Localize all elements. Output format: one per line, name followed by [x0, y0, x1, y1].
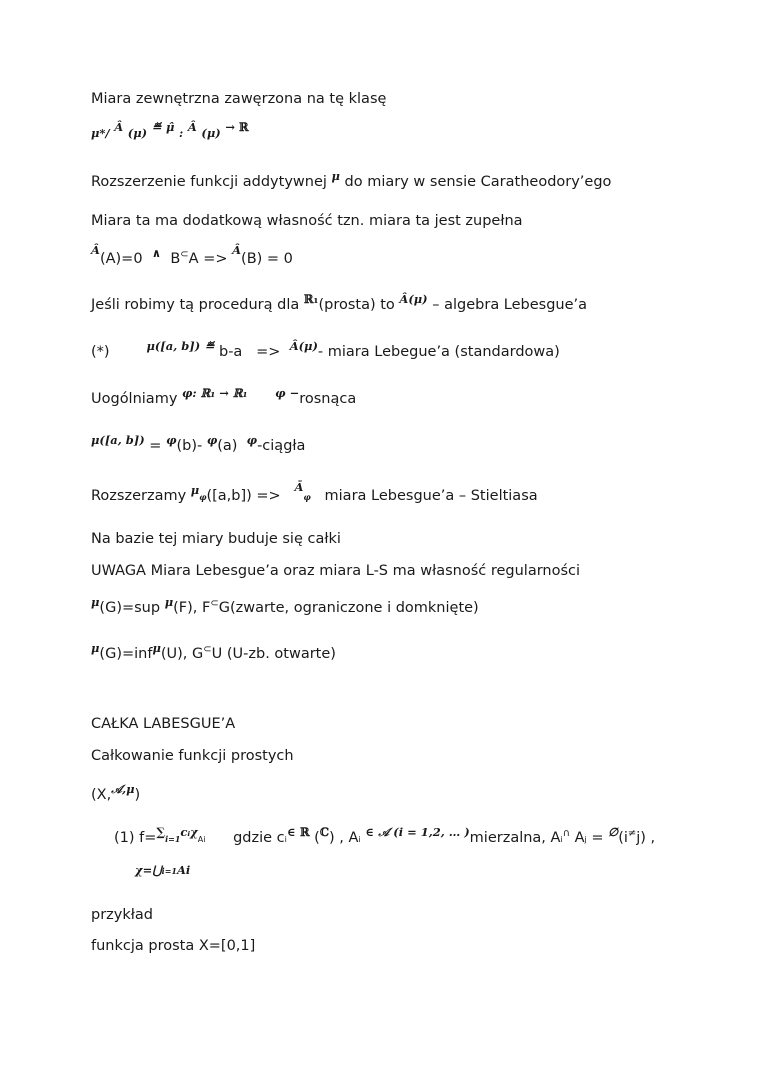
text-where: gdzie c: [233, 830, 285, 846]
text-b-zero: (B) = 0: [241, 251, 293, 267]
text-example: przykład: [91, 907, 153, 923]
ai-subscript: Ai: [197, 835, 206, 844]
line-simple-function-def: [114, 825, 656, 849]
phi-subscript-2: φ: [303, 492, 311, 502]
text-aj: A: [574, 830, 585, 846]
text-close-paren: ): [134, 787, 141, 803]
text-b: B: [170, 251, 181, 267]
in-symbol-2: ∈: [365, 825, 374, 839]
text-x-open: (X,: [91, 787, 112, 803]
text-a-implies: A =>: [188, 251, 228, 267]
line-remark: [91, 562, 580, 580]
text-star: (*): [91, 344, 110, 360]
mu-symbol-3: μ: [164, 595, 174, 609]
i-subscript-3: i: [560, 835, 563, 844]
i-subscript-2: i: [358, 835, 361, 844]
line-simple-function-example: [91, 937, 255, 955]
text-compact: G(zwarte, ograniczone i domknięte): [218, 600, 479, 616]
chi-symbol: χ: [135, 863, 143, 877]
mu-symbol-5: μ: [152, 641, 161, 655]
a-hat-mu-symbol: Â(μ): [399, 292, 428, 306]
phi-map-symbol: φ: ℝ₁ → ℝ₁: [182, 386, 248, 400]
phi-symbol-3: φ: [246, 433, 258, 447]
text-outer-measure: Miara zewnętrzna zawęrzona na tę klasę: [91, 91, 387, 107]
text-paren-open: (: [314, 830, 320, 846]
mu-star-symbol: μ*/: [91, 126, 110, 140]
ai-italic: Ai: [176, 863, 191, 877]
defeq-symbol-2: ≝: [204, 339, 215, 353]
text-phi-b: (b)-: [176, 438, 203, 454]
mu-paren-2: (μ): [201, 126, 221, 140]
mu-symbol-2: μ: [91, 595, 100, 609]
text-remark: UWAGA Miara Lebesgue’a oraz miara L-S ma własność regularności: [91, 563, 581, 579]
text-simple-functions: Całkowanie funkcji prostych: [91, 748, 294, 764]
line-outer-measure: [91, 90, 386, 108]
text-ab-implies: ([a,b]) =>: [206, 488, 281, 504]
a-hat-symbol-2: Â: [187, 120, 197, 134]
text-extend: Rozszerzamy: [91, 488, 187, 504]
reals-symbol: ℝ: [300, 825, 310, 839]
complex-symbol: ℂ: [319, 825, 329, 839]
wedge-symbol: ∧: [151, 246, 162, 260]
text-increasing: rosnąca: [299, 391, 357, 407]
line-simple-functions: [91, 747, 294, 765]
arrow-to-reals: → ℝ: [225, 120, 249, 134]
text-continuous: -ciągła: [257, 438, 306, 454]
i-subscript: i: [284, 835, 287, 844]
line-example: [91, 906, 153, 924]
a-hat-mu-symbol-2: Â(μ): [289, 339, 318, 353]
text-open: U (U-zb. otwarte): [211, 646, 336, 662]
a-hat-symbol-4: Â: [232, 243, 242, 257]
text-equals-2: =: [591, 830, 604, 846]
union-subscript: i=1: [161, 866, 177, 876]
colon-symbol: :: [179, 126, 184, 140]
text-ls-measure: miara Lebesgue’a – Stieltiasa: [324, 488, 538, 504]
section-heading: [91, 715, 235, 733]
subset-symbol: ⊂: [180, 249, 189, 260]
cap-symbol: ∩: [562, 828, 571, 839]
r1-symbol: ℝ₁: [303, 292, 319, 306]
mu-symbol-4: μ: [91, 641, 100, 655]
text-measurable: mierzalna, A: [469, 830, 561, 846]
text-b-minus-a: b-a: [219, 344, 243, 360]
mu-ab-symbol-2: μ([a, b]): [91, 433, 145, 447]
empty-set-symbol: ∅: [608, 825, 619, 839]
formula-chi-union: [135, 861, 190, 880]
text-generalize: Uogólniamy: [91, 391, 178, 407]
in-symbol: ∈: [286, 825, 296, 839]
line-extension: [91, 169, 612, 191]
formula-outer-measure-restriction: [91, 120, 249, 142]
text-ai: ) , A: [329, 830, 359, 846]
text-procedure: Jeśli robimy tą procedurą dla: [91, 297, 300, 313]
text-phi-a: (a): [217, 438, 238, 454]
text-integrals: Na bazie tej miary buduje się całki: [91, 531, 341, 547]
text-sup: (G)=sup: [99, 600, 161, 616]
a-hat-symbol: Â: [114, 120, 124, 134]
phi-subscript: φ: [199, 492, 207, 502]
phi-dash-symbol: φ −: [275, 386, 300, 400]
mu-paren: (μ): [127, 126, 148, 140]
text-f-def: (1) f=: [114, 830, 157, 846]
text-line-to: (prosta) to: [318, 297, 395, 313]
text-extension: Rozszerzenie funkcji addytywnej: [91, 174, 327, 190]
phi-symbol: φ: [166, 433, 177, 447]
a-mu-symbol: 𝒜,μ: [111, 782, 135, 796]
line-stieltjes: [91, 480, 538, 506]
eq-symbol: =: [142, 863, 153, 877]
line-mu-phi: [91, 433, 306, 455]
a-hat-symbol-3: Â: [91, 243, 100, 257]
neq-symbol: ≠: [627, 828, 637, 839]
phi-symbol-2: φ: [206, 433, 218, 447]
line-generalize: [91, 386, 357, 408]
text-extension-2: do miary w sensie Caratheodory’ego: [344, 174, 612, 190]
sum-symbol: ∑: [156, 825, 166, 839]
mu-phi-symbol: μ: [190, 483, 200, 497]
ci-chi-symbol: cᵢχ: [180, 825, 198, 839]
text-standard-measure: - miara Lebegue’a (standardowa): [317, 344, 560, 360]
mu-hat-symbol: μ̂: [165, 120, 175, 134]
line-inner-regularity: [91, 595, 479, 619]
text-equals: =: [149, 438, 162, 454]
text-u: (U), G: [160, 646, 204, 662]
mu-symbol: μ: [331, 169, 340, 183]
text-a-zero: (A)=0: [99, 251, 143, 267]
line-lebesgue-algebra: [91, 292, 588, 314]
text-inf: (G)=inf: [99, 646, 153, 662]
subset-symbol-2: ⊂: [210, 598, 219, 609]
mu-ab-symbol: μ([a, b]): [146, 339, 201, 353]
line-outer-regularity: [91, 641, 336, 665]
text-f: (F), F: [173, 600, 211, 616]
j-subscript: j: [584, 835, 587, 844]
line-completeness-formula: [91, 243, 293, 270]
subset-symbol-3: ⊂: [203, 644, 212, 655]
sum-subscript: i=1: [165, 834, 181, 844]
bigcup-symbol: ⋃: [152, 863, 162, 877]
text-lebesgue-algebra: – algebra Lebesgue’a: [432, 297, 588, 313]
text-complete: Miara ta ma dodatkową własność tzn. miara ta jest zupełna: [91, 213, 523, 229]
line-lebesgue-measure: [91, 339, 560, 361]
line-measure-space: [91, 782, 141, 804]
text-i: (i: [618, 830, 628, 846]
text-section-heading: CAŁKA LABESGUE’A: [91, 716, 236, 732]
text-implies: =>: [256, 344, 281, 360]
line-integrals: [91, 530, 341, 548]
a-phi-symbol: Ā: [294, 480, 304, 494]
defeq-symbol: ≝: [151, 120, 162, 134]
line-complete: [91, 212, 523, 230]
text-simple-function-example: funkcja prosta X=[0,1]: [91, 938, 256, 954]
a-range-symbol: 𝒜 (i = 1,2, … ): [378, 825, 470, 839]
text-j: j) ,: [636, 830, 656, 846]
